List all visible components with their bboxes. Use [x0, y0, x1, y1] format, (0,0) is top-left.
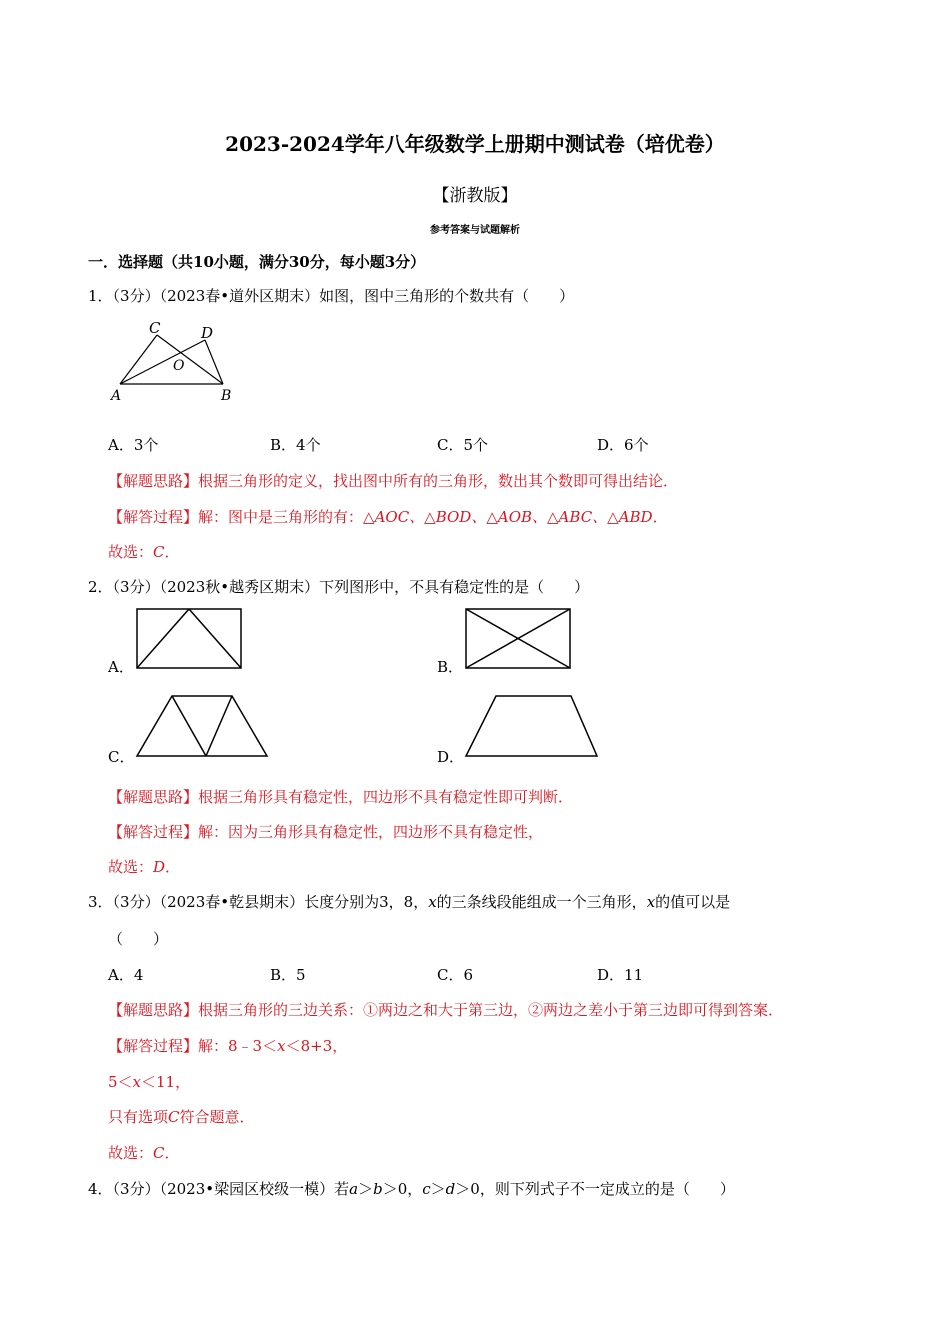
process-var: x	[132, 1073, 142, 1091]
stem-var: x	[428, 893, 437, 911]
question-1-option-c: C．5个	[437, 436, 489, 454]
answer-prefix: 故选：	[108, 543, 154, 561]
figure-label-a: A	[111, 388, 122, 404]
stem-part: ＞	[358, 1180, 374, 1198]
figure-label-o: O	[173, 358, 185, 374]
figure-label-c: C	[149, 319, 161, 337]
question-1-answer	[108, 541, 180, 562]
stem-part: ＞0，则下列式子不一定成立的是（ ）	[455, 1180, 735, 1198]
answer-prefix: 故选：	[108, 1144, 154, 1162]
question-2-process	[108, 821, 543, 842]
question-4-stem	[88, 1178, 735, 1199]
stem-var: c	[422, 1180, 431, 1198]
answer-letter: C	[153, 543, 165, 561]
thinking-text: 根据三角形具有稳定性，四边形不具有稳定性即可判断．	[198, 788, 574, 806]
process-tag: 【解答过程】	[108, 823, 199, 841]
process-part: ＜11，	[141, 1073, 191, 1091]
question-1-option-d: D．6个	[597, 436, 649, 454]
answer-letter: D	[153, 858, 166, 876]
question-1-option-a: A．3个	[108, 436, 159, 454]
thinking-text: 根据三角形的定义，找出图中所有的三角形，数出其个数即可得出结论．	[198, 472, 679, 490]
question-2-figure-c	[136, 694, 268, 758]
question-1-figure	[105, 318, 245, 408]
process-part: 5＜	[108, 1073, 133, 1091]
process-var: x	[277, 1037, 286, 1055]
answer-letter: C	[153, 1144, 165, 1162]
thinking-tag: 【解题思路】	[108, 472, 199, 490]
process-part: 解：8﹣3＜	[198, 1037, 278, 1055]
question-3-process-line2	[108, 1071, 190, 1092]
process-prefix: 解：图中是三角形的有：	[198, 508, 364, 526]
thinking-tag: 【解题思路】	[108, 788, 199, 806]
process-var: C	[168, 1108, 180, 1126]
question-2-option-a-label: A．	[108, 658, 134, 676]
answer-subtitle: 参考答案与试题解析	[430, 225, 520, 236]
process-part: 符合题意．	[179, 1108, 255, 1126]
stem-part: 的值可以是	[655, 893, 731, 911]
question-3-stem-line2: （ ）	[108, 930, 169, 948]
stem-var: a	[349, 1180, 359, 1198]
question-1-thinking	[108, 470, 678, 491]
question-1-option-b: B．4个	[270, 436, 321, 454]
process-tag: 【解答过程】	[108, 1037, 199, 1055]
question-2-stem: 2．（3分）（2023秋•越秀区期末）下列图形中，不具有稳定性的是（ ）	[88, 578, 590, 596]
question-3-option-b: B．5	[270, 966, 306, 984]
question-2-option-d-label: D．	[437, 748, 465, 766]
process-tag: 【解答过程】	[108, 508, 199, 526]
question-2-thinking	[108, 786, 573, 807]
question-2-figure-d	[465, 694, 599, 758]
stem-part: 3．（3分）（2023春•乾县期末）长度分别为3，8，	[88, 893, 429, 911]
question-3-process	[108, 1035, 347, 1056]
question-3-process-line3	[108, 1106, 255, 1127]
answer-end: ．	[164, 1144, 180, 1162]
edition-label: 【浙教版】	[432, 186, 518, 206]
stem-var: b	[373, 1180, 383, 1198]
process-part: ＜8+3，	[285, 1037, 348, 1055]
thinking-text: 根据三角形的三边关系：①两边之和大于第三边，②两边之差小于第三边即可得到答案．	[198, 1001, 784, 1019]
question-3-answer	[108, 1142, 180, 1163]
thinking-tag: 【解题思路】	[108, 1001, 199, 1019]
question-3-stem	[88, 891, 730, 912]
figure-label-d: D	[201, 324, 214, 342]
process-end: ．	[652, 508, 668, 526]
process-text: 解：因为三角形具有稳定性，四边形不具有稳定性，	[198, 823, 544, 841]
question-2-figure-a	[136, 608, 242, 670]
answer-prefix: 故选：	[108, 858, 154, 876]
question-2-figure-b	[465, 608, 571, 670]
answer-end: ．	[164, 543, 180, 561]
question-2-answer	[108, 856, 180, 877]
question-3-thinking	[108, 999, 783, 1020]
stem-part: ＞0，	[382, 1180, 423, 1198]
question-3-option-c: C．6	[437, 966, 474, 984]
question-3-option-d: D．11	[597, 966, 644, 984]
process-math: △AOC、△BOD、△AOB、△ABC、△ABD	[363, 508, 653, 526]
answer-end: ．	[165, 858, 181, 876]
stem-var: x	[646, 893, 656, 911]
page-title: 2023-2024学年八年级数学上册期中测试卷（培优卷）	[225, 132, 725, 156]
process-part: 只有选项	[108, 1108, 169, 1126]
question-1-stem: 1．（3分）（2023春•道外区期末）如图，图中三角形的个数共有（ ）	[88, 287, 575, 305]
question-2-option-c-label: C．	[108, 748, 135, 766]
figure-label-b: B	[221, 388, 232, 404]
stem-var: d	[445, 1180, 456, 1198]
stem-part: 4．（3分）（2023•梁园区校级一模）若	[88, 1180, 350, 1198]
question-3-option-a: A．4	[108, 966, 144, 984]
question-2-option-b-label: B．	[437, 658, 464, 676]
stem-part: ＞	[430, 1180, 446, 1198]
section-heading: 一．选择题（共10小题，满分30分，每小题3分）	[88, 253, 426, 271]
stem-part: 的三条线段能组成一个三角形，	[436, 893, 647, 911]
question-1-process	[108, 506, 668, 527]
